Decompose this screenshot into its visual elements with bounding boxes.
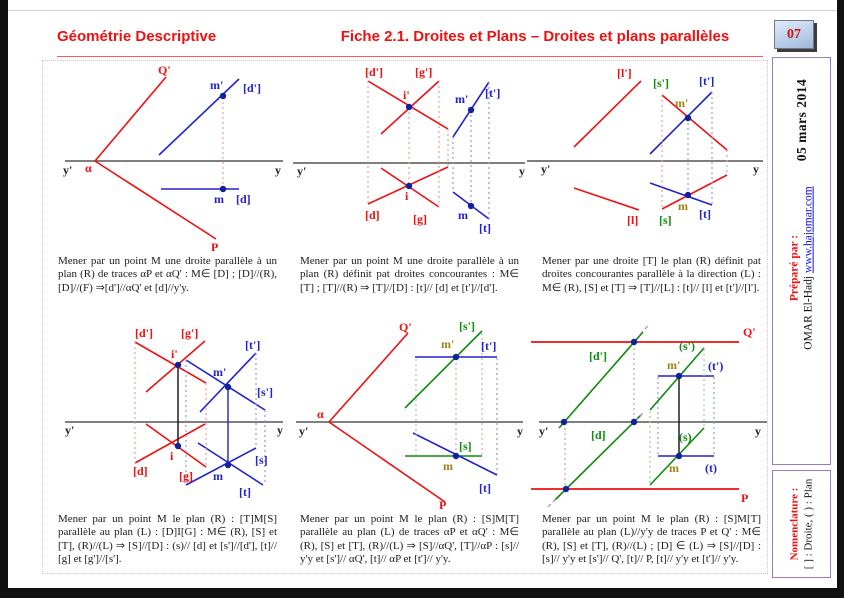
panel-4 bbox=[43, 319, 285, 577]
nomenclature-label: Nomenclature : bbox=[788, 487, 801, 561]
prepared-by-block bbox=[787, 186, 816, 349]
svg-text:m: m bbox=[214, 192, 224, 206]
nomenclature-box bbox=[772, 470, 831, 578]
svg-text:m': m' bbox=[210, 78, 224, 92]
nomenclature-text: [ ] : Droite, ( ) : Plan bbox=[802, 478, 815, 570]
svg-text:y: y bbox=[277, 423, 283, 437]
author-name: OMAR El-Hadj bbox=[802, 275, 815, 350]
svg-text:[g']: [g'] bbox=[415, 65, 433, 79]
svg-text:[t']: [t'] bbox=[245, 338, 261, 352]
page-title: Géométrie Descriptive bbox=[57, 28, 217, 45]
svg-text:Q': Q' bbox=[158, 63, 171, 77]
nomenclature-block bbox=[787, 479, 816, 569]
svg-text:[s']: [s'] bbox=[459, 319, 475, 333]
svg-text:[s]: [s] bbox=[255, 453, 268, 467]
panel-1-caption: Mener par un point M une droite parallèle à un plan (R) de traces αP et αQ' : M∈ [D] ; [D]//(R), [D]//(F) ⇒[d']//αQ' et [d]//y'y. bbox=[58, 255, 277, 294]
svg-text:[d']: [d'] bbox=[135, 326, 153, 340]
svg-text:m: m bbox=[669, 461, 679, 475]
svg-text:m': m' bbox=[441, 337, 455, 351]
svg-text:m': m' bbox=[213, 365, 227, 379]
panel-3 bbox=[527, 61, 769, 319]
projection-diagram-plane-through-line-direction bbox=[527, 61, 769, 253]
svg-text:[d']: [d'] bbox=[243, 81, 261, 95]
panel-5-caption: Mener par un point M le plan (R) : [S]M[T] parallèle au plan (L) de traces αP et αQ' : M∈ (R), [S] et [T], (R)//(L) ⇒ [S]//αQ', [T]//αP : [s]// y'y et [s']// αQ', [t]// αP et [t']// y'y. bbox=[300, 513, 519, 566]
panel-6 bbox=[527, 319, 769, 577]
svg-text:[d]: [d] bbox=[591, 428, 606, 442]
panel-1 bbox=[43, 61, 285, 319]
svg-text:i': i' bbox=[403, 88, 410, 102]
svg-text:Q': Q' bbox=[743, 325, 756, 339]
svg-text:m: m bbox=[678, 199, 688, 213]
prepared-by-label: Préparé par : bbox=[788, 234, 801, 302]
right-black-border bbox=[837, 0, 844, 598]
svg-text:[s]: [s] bbox=[659, 213, 672, 227]
svg-text:y: y bbox=[275, 163, 281, 177]
projection-diagram-plane-parallel-plane-yy bbox=[527, 319, 769, 511]
svg-text:α: α bbox=[85, 161, 92, 175]
svg-text:[s']: [s'] bbox=[257, 385, 273, 399]
panel-3-caption: Mener par une droite [T] le plan (R) définit pat droites concourantes parallèle à la direction (L) : M∈ (R), [S] et [T] ⇒ [T]//[L] : [t]// [l] et [t']//[l']. bbox=[542, 255, 761, 294]
svg-text:y: y bbox=[755, 424, 761, 438]
page-number-badge bbox=[774, 20, 814, 49]
svg-text:i: i bbox=[405, 189, 409, 203]
svg-text:[s]: [s] bbox=[459, 439, 472, 453]
panel-2-caption: Mener par un point M une droite parallèle à un plan (R) définit pat droites concourantes : M∈ [T] ; [T]//(R) ⇒ [T]//[D] : [t]// [d] et [t']//[d']. bbox=[300, 255, 519, 294]
svg-text:[t']: [t'] bbox=[699, 74, 715, 88]
svg-text:y': y' bbox=[63, 163, 73, 177]
svg-text:P: P bbox=[741, 491, 749, 505]
panel-2 bbox=[285, 61, 527, 319]
svg-text:(s'): (s') bbox=[679, 339, 695, 353]
panel-4-caption: Mener par un point M le plan (R) : [T]M[S] parallèle au plan (L) : [D]I[G] : M∈ (R), [S] et [T], (R)//(L) ⇒ [S]//[D] : (s)// [d] et [s']//[d'], [t]// [g] et [g']//[s']. bbox=[58, 513, 277, 566]
svg-text:P: P bbox=[439, 498, 447, 511]
svg-text:[l]: [l] bbox=[627, 213, 639, 227]
svg-text:[s']: [s'] bbox=[653, 76, 669, 90]
svg-text:[t]: [t] bbox=[699, 207, 711, 221]
svg-text:α: α bbox=[317, 407, 324, 421]
svg-text:y: y bbox=[517, 424, 523, 438]
svg-text:[t']: [t'] bbox=[485, 86, 501, 100]
svg-text:m': m' bbox=[667, 358, 681, 372]
svg-text:m: m bbox=[443, 459, 453, 473]
projection-diagram-plane-parallel-plane-traces bbox=[285, 319, 527, 511]
svg-text:[t]: [t] bbox=[239, 485, 251, 499]
svg-text:i: i bbox=[170, 449, 174, 463]
svg-text:y': y' bbox=[541, 162, 551, 176]
svg-text:[g']: [g'] bbox=[181, 326, 199, 340]
projection-diagram-line-parallel-plane-concurrent bbox=[285, 61, 527, 253]
svg-text:[g]: [g] bbox=[179, 469, 193, 483]
sheet-title: Fiche 2.1. Droites et Plans – Droites et plans parallèles bbox=[340, 28, 730, 45]
svg-text:y: y bbox=[519, 164, 525, 178]
panel-5 bbox=[285, 319, 527, 577]
projection-diagram-plane-parallel-plane-concurrent bbox=[43, 319, 285, 511]
svg-text:y': y' bbox=[65, 423, 75, 437]
svg-text:P: P bbox=[211, 240, 219, 253]
svg-text:(s): (s) bbox=[679, 430, 692, 444]
page-top-rule bbox=[8, 10, 837, 11]
projection-diagram-line-parallel-plane-traces bbox=[43, 61, 285, 253]
panel-6-caption: Mener par un point M le plan (R) : [S]M[T] parallèle au plan (L)//y'y de traces P et Q' : M∈ (R), [S] et [T], (R)//(L) ; [D] ∈ (L) ⇒ [S]//[D] : [s]// y'y et [s']// Q', [t]// P, [t]// y'y et [t']// y'y. bbox=[542, 513, 761, 566]
svg-text:[t]: [t] bbox=[479, 481, 491, 495]
sidebar-info-box bbox=[772, 57, 831, 465]
svg-text:i': i' bbox=[171, 347, 178, 361]
svg-text:m': m' bbox=[455, 92, 469, 106]
svg-text:[g]: [g] bbox=[413, 212, 427, 226]
svg-text:[l']: [l'] bbox=[617, 66, 632, 80]
svg-text:m: m bbox=[458, 208, 468, 222]
svg-text:[d]: [d] bbox=[365, 208, 380, 222]
svg-text:[t]: [t] bbox=[479, 221, 491, 235]
svg-text:[d']: [d'] bbox=[589, 349, 607, 363]
bottom-black-border bbox=[0, 588, 844, 598]
svg-text:Q': Q' bbox=[399, 320, 412, 334]
page-number: 07 bbox=[787, 26, 801, 42]
svg-text:m': m' bbox=[675, 96, 689, 110]
svg-text:[d']: [d'] bbox=[365, 65, 383, 79]
svg-text:(t): (t) bbox=[705, 461, 717, 475]
svg-text:(t'): (t') bbox=[708, 359, 724, 373]
svg-text:y': y' bbox=[297, 164, 307, 178]
website-link[interactable]: www.hajomar.com bbox=[802, 186, 815, 274]
svg-text:[t']: [t'] bbox=[481, 339, 497, 353]
date-label: 05 mars 2014 bbox=[793, 78, 809, 162]
svg-text:[d]: [d] bbox=[236, 192, 251, 206]
svg-text:[d]: [d] bbox=[133, 464, 148, 478]
svg-text:y': y' bbox=[539, 424, 549, 438]
diagram-grid bbox=[42, 60, 768, 574]
svg-text:m: m bbox=[213, 469, 223, 483]
svg-text:y': y' bbox=[299, 424, 309, 438]
left-black-border bbox=[0, 0, 8, 598]
header-rule bbox=[57, 56, 763, 57]
svg-text:y: y bbox=[753, 162, 759, 176]
